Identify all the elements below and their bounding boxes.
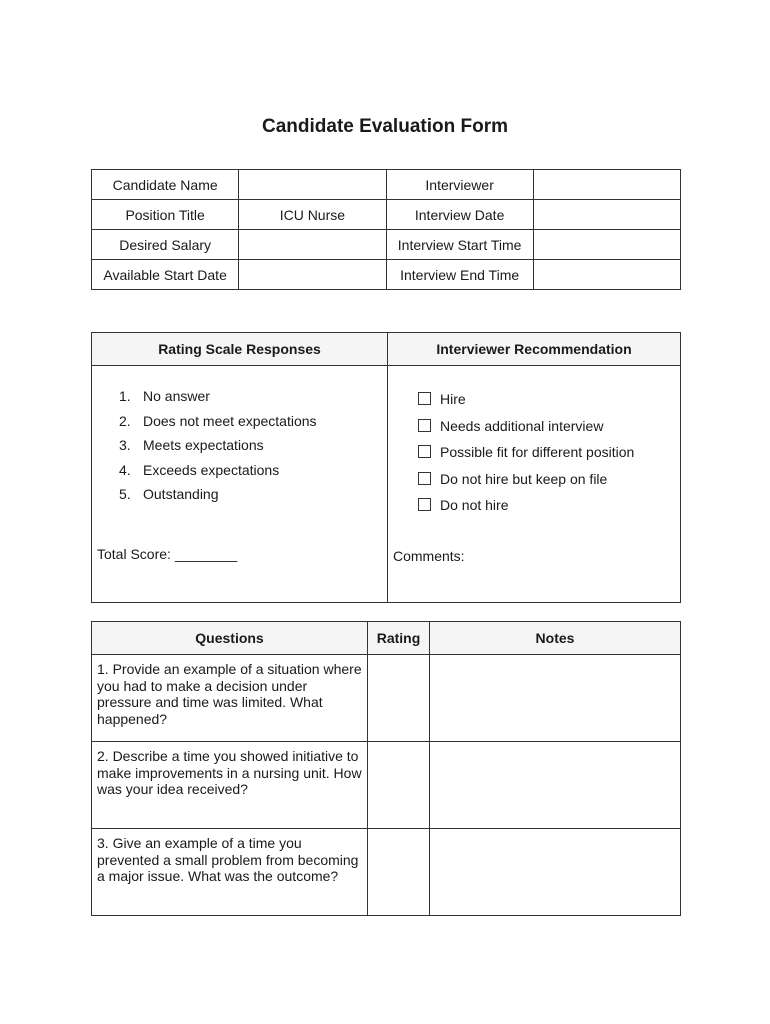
option-label: Do not hire	[440, 497, 509, 513]
checkbox-icon[interactable]	[418, 419, 431, 432]
label-available-start-date: Available Start Date	[92, 260, 239, 290]
option-hire[interactable]	[418, 391, 634, 418]
interview-start-time-field[interactable]	[533, 230, 680, 260]
option-do-not-hire-keep-on-file[interactable]	[418, 471, 634, 498]
question-text: 1. Provide an example of a situation where you had to make a decision under pressure and time was limited. What happened?	[92, 655, 368, 742]
rating-scale-list	[119, 388, 317, 511]
available-start-date-field[interactable]	[239, 260, 386, 290]
question-text: 3. Give an example of a time you prevented a small problem from becoming a major issue. What was the outcome?	[92, 829, 368, 916]
list-text: No answer	[143, 388, 210, 404]
table-row	[92, 170, 681, 200]
list-item	[119, 388, 317, 413]
table-row	[92, 829, 681, 916]
label-interview-date: Interview Date	[386, 200, 533, 230]
position-title-field[interactable]: ICU Nurse	[239, 200, 386, 230]
option-label: Hire	[440, 391, 466, 407]
table-row	[92, 260, 681, 290]
rating-header: Rating	[368, 622, 430, 655]
table-row	[92, 655, 681, 742]
option-label: Possible fit for different position	[440, 444, 635, 460]
label-interview-start-time: Interview Start Time	[386, 230, 533, 260]
option-needs-additional-interview[interactable]	[418, 418, 634, 445]
checkbox-icon[interactable]	[418, 498, 431, 511]
rating-recommendation-table	[91, 332, 681, 603]
list-number: 2.	[119, 412, 131, 429]
table-row	[92, 200, 681, 230]
list-number: 1.	[119, 388, 131, 404]
question-text: 2. Describe a time you showed initiative to make improvements in a nursing unit. How was your idea received?	[92, 742, 368, 829]
table-header-row	[92, 333, 681, 366]
table-row	[92, 742, 681, 829]
notes-field[interactable]	[430, 742, 681, 829]
list-text: Does not meet expectations	[143, 412, 317, 429]
total-score-field[interactable]: Total Score: ________	[97, 546, 238, 562]
checkbox-icon[interactable]	[418, 392, 431, 405]
list-number: 4.	[119, 461, 131, 478]
form-title: Candidate Evaluation Form	[262, 116, 508, 137]
option-possible-fit[interactable]	[418, 444, 634, 471]
list-text: Outstanding	[143, 486, 219, 502]
list-number: 3.	[119, 437, 131, 453]
label-position-title: Position Title	[92, 200, 239, 230]
list-item	[119, 486, 317, 511]
notes-field[interactable]	[430, 829, 681, 916]
list-item	[119, 462, 317, 487]
checkbox-icon[interactable]	[418, 472, 431, 485]
list-number: 5.	[119, 486, 131, 502]
label-desired-salary: Desired Salary	[92, 230, 239, 260]
list-text: Exceeds expectations	[143, 461, 280, 478]
questions-header: Questions	[92, 622, 368, 655]
rating-scale-header: Rating Scale Responses	[92, 333, 388, 366]
recommendation-cell	[388, 366, 681, 603]
option-do-not-hire[interactable]	[418, 497, 634, 524]
rating-field[interactable]	[368, 829, 430, 916]
label-interviewer: Interviewer	[386, 170, 533, 200]
questions-table	[91, 621, 681, 916]
notes-header: Notes	[430, 622, 681, 655]
label-candidate-name: Candidate Name	[92, 170, 239, 200]
table-row	[92, 230, 681, 260]
rating-field[interactable]	[368, 742, 430, 829]
label-interview-end-time: Interview End Time	[386, 260, 533, 290]
table-header-row	[92, 622, 681, 655]
interviewer-field[interactable]	[533, 170, 680, 200]
recommendation-options	[418, 391, 634, 524]
table-row	[92, 366, 681, 603]
interview-date-field[interactable]	[533, 200, 680, 230]
option-label: Needs additional interview	[440, 417, 604, 434]
rating-scale-cell	[92, 366, 388, 603]
recommendation-header: Interviewer Recommendation	[388, 333, 681, 366]
comments-field[interactable]: Comments:	[393, 548, 465, 564]
list-text: Meets expectations	[143, 437, 264, 453]
option-label: Do not hire but keep on file	[440, 470, 608, 487]
list-item	[119, 413, 317, 438]
interview-end-time-field[interactable]	[533, 260, 680, 290]
list-item	[119, 437, 317, 462]
rating-field[interactable]	[368, 655, 430, 742]
candidate-name-field[interactable]	[239, 170, 386, 200]
checkbox-icon[interactable]	[418, 445, 431, 458]
notes-field[interactable]	[430, 655, 681, 742]
desired-salary-field[interactable]	[239, 230, 386, 260]
candidate-info-table	[91, 169, 681, 290]
